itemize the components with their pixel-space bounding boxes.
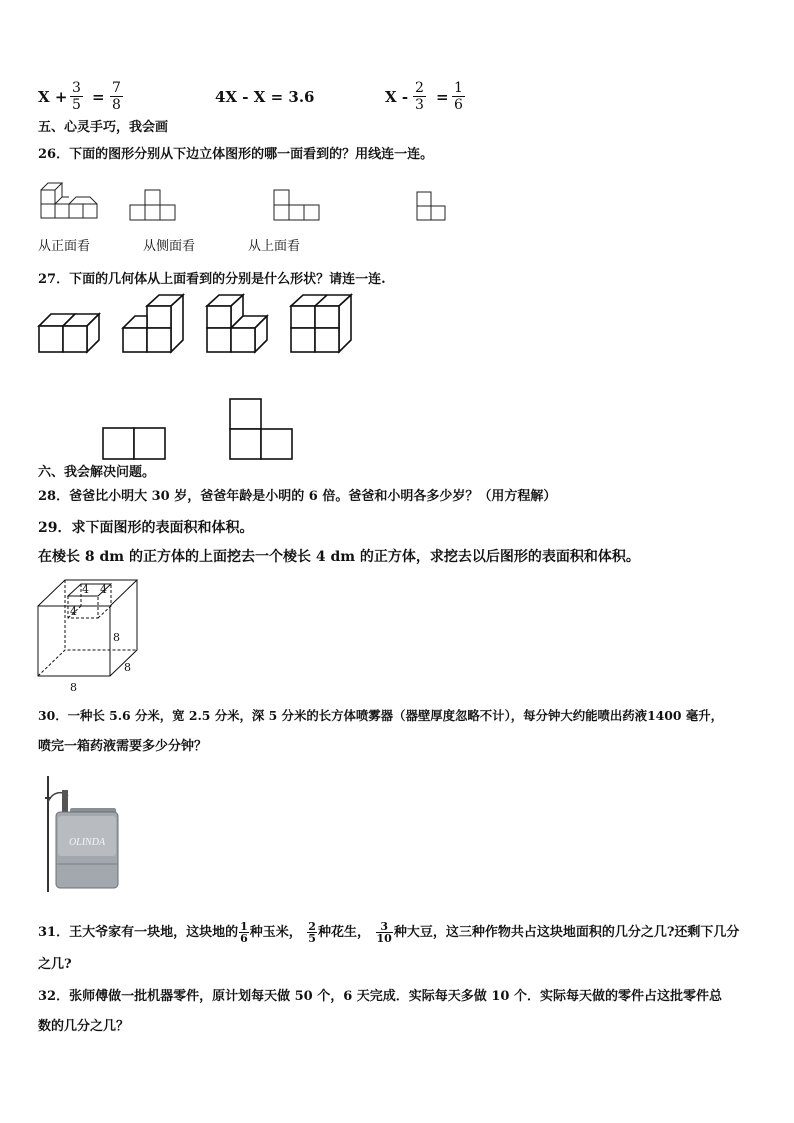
question-29: 29．求下面图形的表面积和体积。 [38,520,254,536]
q27-top-view-2 [229,398,295,460]
equation-2: 4X - X = 3.6 [215,88,315,106]
question-31-line-2: 之几? [38,957,72,972]
equation-3-result-fraction: $\frac{1}{6}$ [454,80,463,113]
q31-fraction-peanut: $\frac{2}{5}$ [308,920,316,945]
question-26: 26．下面的图形分别从下边立体图形的哪一面看到的？用线连一连。 [38,147,434,162]
cube-label-top-a: 4 [82,583,89,596]
section-6-heading: 六、我会解决问题。 [38,465,156,480]
equation-1 [38,88,67,106]
q26-solid-figure [40,180,100,220]
cube-label-depth: 8 [124,661,131,674]
q27-solid-3 [206,294,270,356]
sprayer-image [40,772,122,894]
question-32-line-2: 数的几分之几？ [38,1019,130,1034]
question-32-line-1: 32．张师傅做一批机器零件，原计划每天做 50 个，6 天完成．实际每天多做 10 个．实际每天做的零件占这批零件总 [38,989,722,1004]
equation-3-fraction: $\frac{2}{3}$ [415,80,424,113]
equation-1-result-fraction: $\frac{7}{8}$ [112,80,121,113]
cube-label-bottom: 8 [70,681,77,694]
question-31-line-1: 31．王大爷家有一块地，这块地的 $\frac{1}{6}$ 种玉米， $\frac{2}{5}$ 种花生， $\frac{3}{10}$ 种大豆，这三种作物共占这块地面积的几分之几?还剩下几分 [38,920,740,945]
q26-label-top: 从上面看 [248,239,301,254]
q26-label-front: 从正面看 [38,239,91,254]
q31-fraction-corn: $\frac{1}{6}$ [240,920,248,945]
q26-view-2 [273,189,321,221]
q31-fraction-soybean: $\frac{3}{10}$ [376,920,392,945]
cube-label-right: 8 [113,631,120,644]
question-29-detail: 在棱长 8 dm 的正方体的上面挖去一个棱长 4 dm 的正方体，求挖去以后图形的表面积和体积。 [38,549,640,565]
q27-solid-1 [38,310,102,356]
question-30-line-2: 喷完一箱药液需要多少分钟？ [38,739,208,754]
question-30-line-1: 30．一种长 5.6 分米，宽 2.5 分米，深 5 分米的长方体喷雾器（器壁厚度忽略不计），每分钟大约能喷出药液1400 毫升， [38,708,724,723]
q26-label-side: 从侧面看 [143,239,196,254]
q26-view-3 [416,191,448,223]
question-27: 27．下面的几何体从上面看到的分别是什么形状？请连一连. [38,272,386,287]
equation-1-fraction: $\frac{3}{5}$ [72,80,81,113]
equation-1-equals: = [92,88,105,106]
equation-1-lhs: X + [38,88,68,106]
equation-3-equals: = [436,88,449,106]
cube-label-side: 4 [70,605,77,618]
section-5-heading: 五、心灵手巧，我会画 [38,120,169,135]
cube-label-top-b: 4 [100,583,107,596]
sprayer-brand-label: OLINDA [68,837,106,848]
question-28: 28．爸爸比小明大 30 岁，爸爸年龄是小明的 6 倍。爸爸和小明各多少岁？（用方程解） [38,489,557,504]
q27-solid-2 [122,294,186,356]
q27-solid-4 [290,294,354,356]
q27-top-view-1 [102,427,166,461]
equation-3-lhs: X - [385,88,409,106]
q26-view-1 [130,189,178,221]
